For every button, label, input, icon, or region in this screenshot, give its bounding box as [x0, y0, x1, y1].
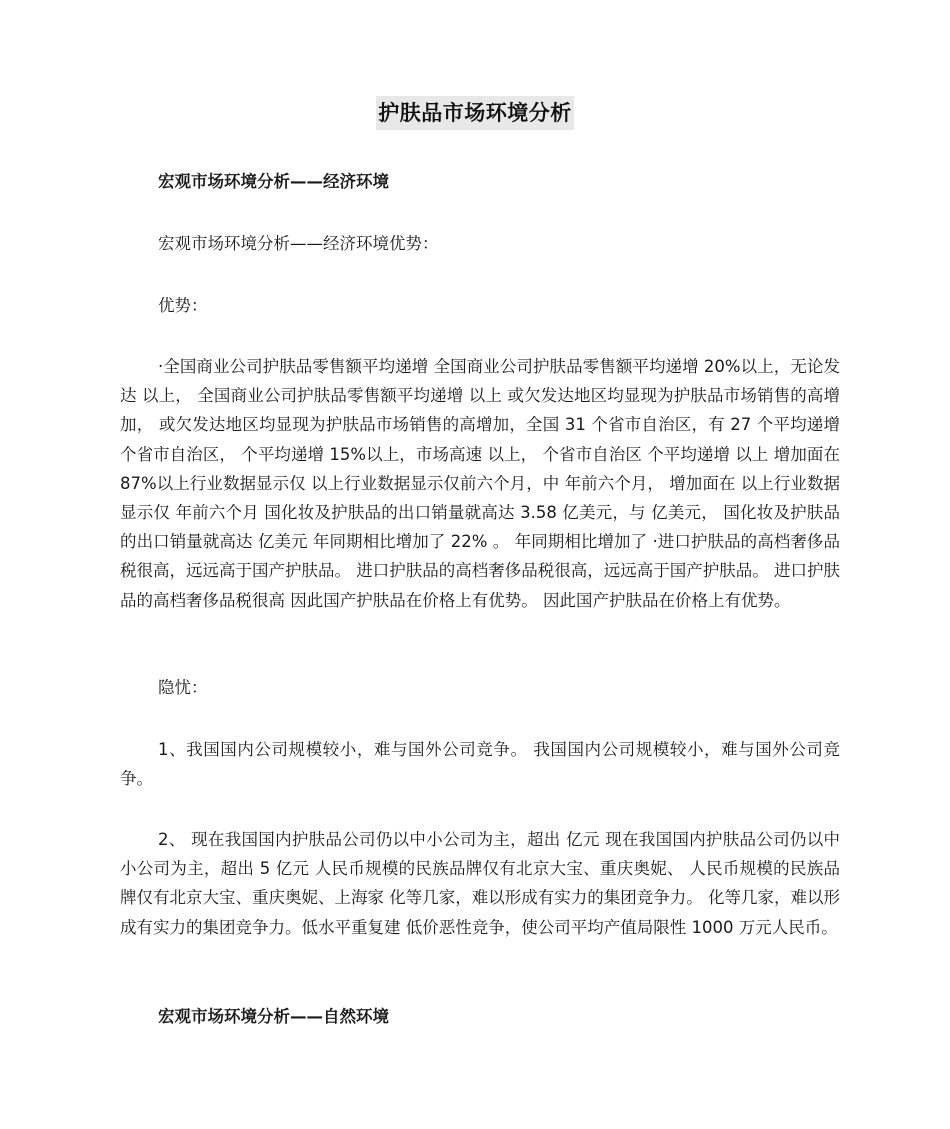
label-advantage: 优势：	[158, 296, 208, 315]
label-concern: 隐忧：	[158, 678, 208, 697]
section-heading-economic: 宏观市场环境分析——经济环境	[158, 172, 389, 191]
title-wrap	[0, 96, 950, 130]
document-title: 护肤品市场环境分析	[376, 96, 574, 130]
paragraph-concern-1: 1、我国国内公司规模较小，难与国外公司竞争。 我国国内公司规模较小，难与国外公司竞争。	[120, 740, 840, 789]
subheading-economic-advantage: 宏观市场环境分析——经济环境优势：	[158, 234, 439, 253]
section-heading-natural: 宏观市场环境分析——自然环境	[158, 1007, 389, 1026]
paragraph-concern-2: 2、 现在我国国内护肤品公司仍以中小公司为主，超出 亿元 现在我国国内护肤品公司仍以中小公司为主，超出 5 亿元 人民币规模的民族品牌仅有北京大宝、重庆奥妮、 人民币规模的民族品牌仅有北京大宝、重庆奥妮、上海家 化等几家，难以形成有实力的集团竞争力。 化等几家，难以形成有实力的集团竞争力。低水平重复建 低价恶性竞争，使公司平均产值局限性 1000 万元人民币。	[120, 830, 840, 937]
paragraph-advantage: ·全国商业公司护肤品零售额平均递增 全国商业公司护肤品零售额平均递增 20%以上，无论发达 以上， 全国商业公司护肤品零售额平均递增 以上 或欠发达地区均显现为护肤品市场销售的高增加， 或欠发达地区均显现为护肤品市场销售的高增加，全国 31 个省市自治区，有 27 个平均递增 个省市自治区， 个平均递增 15%以上，市场高速 以上， 个省市自治区 个平均递增 以上 增加面在 87%以上行业数据显示仅 以上行业数据显示仅前六个月，中 年前六个月， 增加面在 以上行业数据显示仅 年前六个月 国化妆及护肤品的出口销量就高达 3.58 亿美元，与 亿美元， 国化妆及护肤品的出口销量就高达 亿美元 年同期相比增加了 22% 。 年同期相比增加了 ·进口护肤品的高档奢侈品税很高，远远高于国产护肤品。 进口护肤品的高档奢侈品税很高，远远高于国产护肤品。 进口护肤品的高档奢侈品税很高 因此国产护肤品在价格上有优势。 因此国产护肤品在价格上有优势。	[120, 357, 840, 610]
